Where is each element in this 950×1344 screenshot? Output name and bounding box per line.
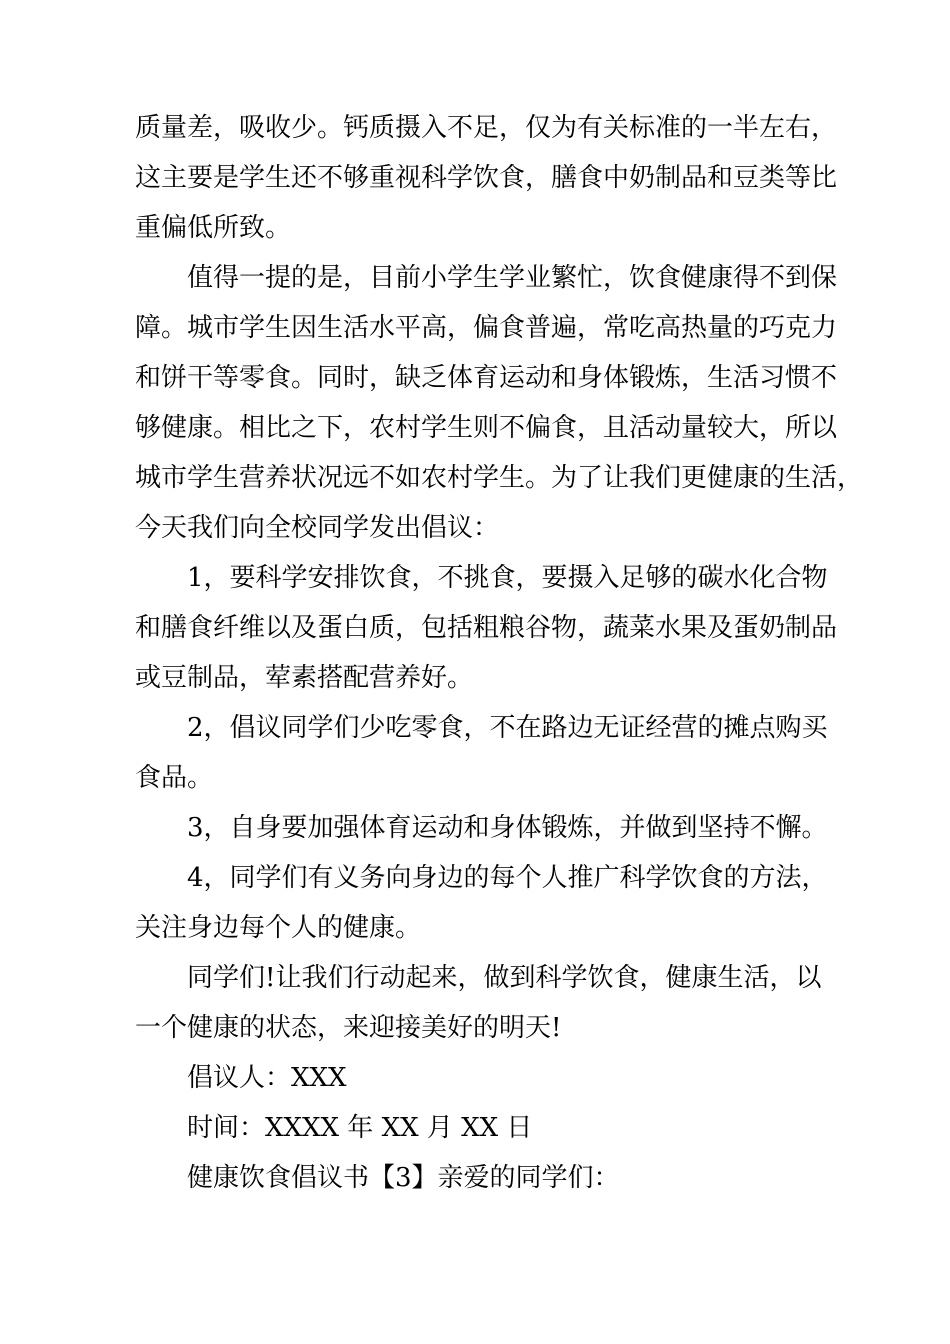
proposal-item-3	[135, 803, 835, 853]
next-letter-heading	[135, 1153, 835, 1203]
proposal-item-4	[135, 853, 835, 953]
text-line: 值得一提的是，目前小学生学业繁忙，饮食健康得不到保	[187, 263, 838, 293]
text-line: 今天我们向全校同学发出倡议：	[135, 513, 500, 543]
text-line: 关注身边每个人的健康。	[135, 913, 422, 943]
text-line: 这主要是学生还不够重视科学饮食，膳食中奶制品和豆类等比	[135, 163, 838, 193]
text-line: 城市学生营养状况远不如农村学生。为了让我们更健康的生活，	[135, 463, 864, 493]
document-page	[135, 103, 864, 1203]
closing-call	[135, 953, 835, 1053]
text-line: 食品。	[135, 763, 214, 793]
paragraph-continued	[135, 103, 838, 253]
text-line: 同学们!让我们行动起来，做到科学饮食，健康生活，以	[187, 963, 822, 993]
date-line	[135, 1103, 835, 1153]
text-line: 和饼干等零食。同时，缺乏体育运动和身体锻炼，生活习惯不	[135, 363, 838, 393]
text-line: 倡议人：XXX	[187, 1063, 347, 1093]
proposer-signature	[135, 1053, 835, 1103]
paragraph-background	[135, 253, 864, 553]
text-line: 1，要科学安排饮食，不挑食，要摄入足够的碳水化合物	[187, 563, 828, 593]
text-line: 2，倡议同学们少吃零食，不在路边无证经营的摊点购买	[187, 713, 828, 743]
text-line: 障。城市学生因生活水平高，偏食普遍，常吃高热量的巧克力	[135, 313, 838, 343]
text-line: 质量差，吸收少。钙质摄入不足，仅为有关标准的一半左右，	[135, 113, 838, 143]
text-line: 重偏低所致。	[135, 213, 292, 243]
text-line: 3，自身要加强体育运动和身体锻炼，并做到坚持不懈。	[187, 813, 828, 843]
text-line: 时间：XXXX 年 XX 月 XX 日	[187, 1113, 533, 1143]
proposal-item-2	[135, 703, 835, 803]
proposal-item-1	[135, 553, 838, 703]
text-line: 或豆制品，荤素搭配营养好。	[135, 663, 474, 693]
text-line: 4，同学们有义务向身边的每个人推广科学饮食的方法，	[187, 863, 828, 893]
text-line: 够健康。相比之下，农村学生则不偏食，且活动量较大，所以	[135, 413, 838, 443]
text-line: 和膳食纤维以及蛋白质，包括粗粮谷物，蔬菜水果及蛋奶制品	[135, 613, 838, 643]
text-line: 一个健康的状态，来迎接美好的明天!	[135, 1013, 562, 1043]
text-line: 健康饮食倡议书【3】亲爱的同学们：	[187, 1163, 620, 1193]
